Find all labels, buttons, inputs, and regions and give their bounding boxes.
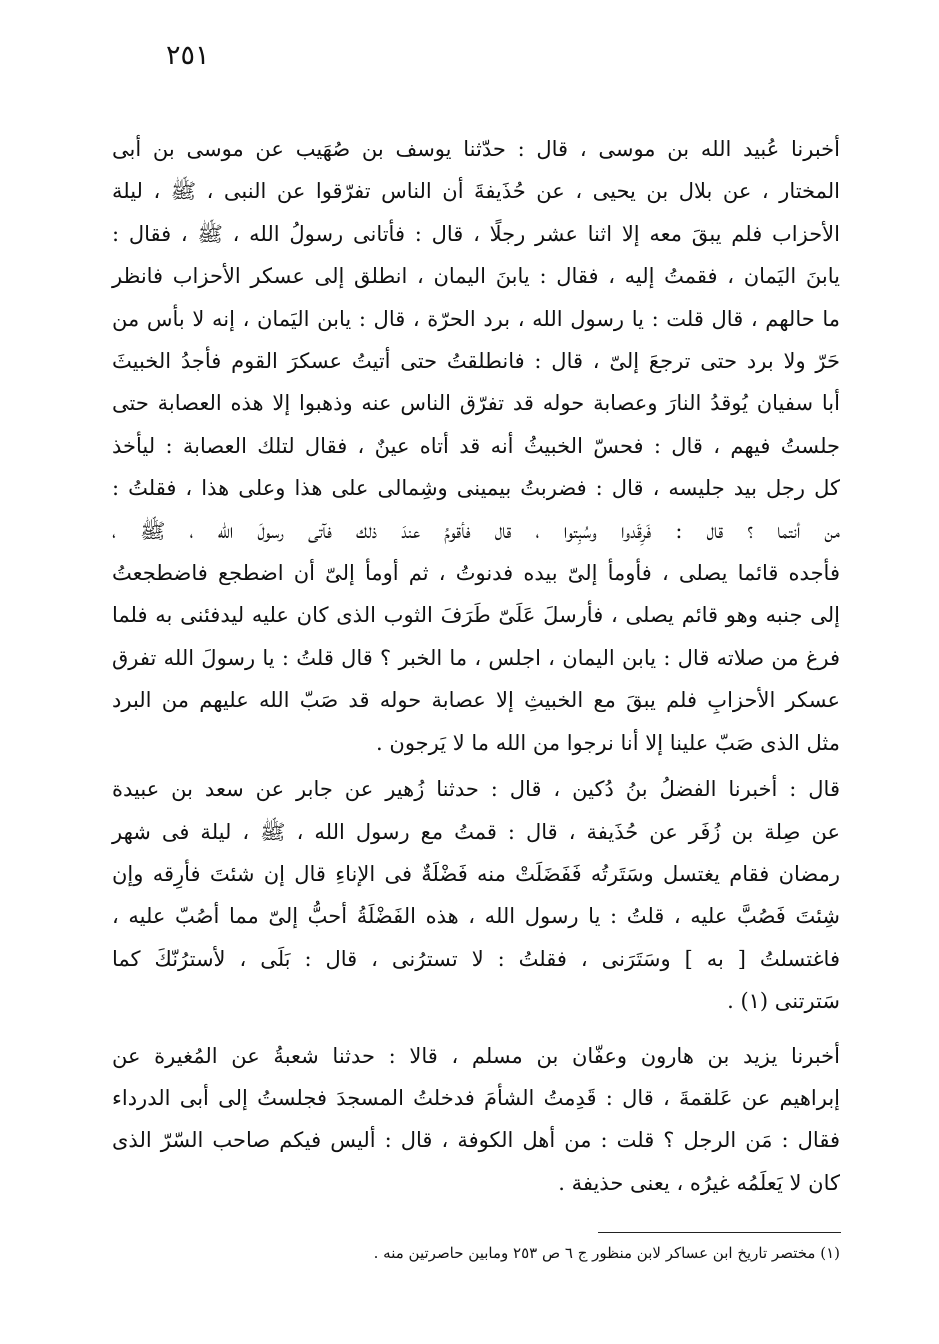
text-line: مثل الذى صَبّ علينا إلا أنا نرجوا من الله ما لا يَرجون .: [376, 730, 840, 755]
paragraph-1: [112, 128, 840, 764]
text-line: المختار ، عن بلال بن يحيى ، عن حُذَيفةَ أن الناس تفرّقوا عن النبى ، ﷺ ، ليلة: [112, 179, 840, 204]
text-line: عسكر الأحزابِ فلم يبقَ مع الخبيثِ إلا عصابة حوله قد صَبّ الله عليهم من البرد: [112, 688, 840, 713]
text-line: يابنَ اليَمان ، فقمتُ إليه ، فقال : يابنَ اليمان ، انطلق إلى عسكر الأحزاب فانظر: [112, 264, 840, 289]
text-line: فأجده قائما يصلى ، فأومأ إلىّ بيده فدنوتُ ، ثم أومأ إلىّ أن اضطجع فاضطجعتُ: [112, 561, 840, 586]
page-number: ٢٥١: [166, 40, 210, 71]
text-line: شِئتَ فَصُبَّ عليه ، قلتُ : يا رسول الله ، هذه الفَضْلَةُ أحبُّ إلىّ مما أصُبّ عليه ،: [112, 904, 840, 929]
text-line: حَرّ ولا برد حتى ترجعَ إلىّ ، قال : فانطلقتُ حتى أتيتُ عسكرَ القوم فأجدُ الخبيثَ: [112, 349, 840, 374]
footnote-divider: [598, 1232, 841, 1233]
text-line: كل رجل بيد جليسه ، قال : فضربتُ بيمينى وشِمالى على هذا وعلى هذا ، فقلتُ :: [112, 476, 840, 501]
text-line: قال : أخبرنا الفضلُ بنُ دُكين ، قال : حدثنا زُهير عن جابر عن سعد بن عبيدة: [112, 777, 840, 802]
text-line: ما حالهم ، قال قلت : يا رسول الله ، برد الحرّة ، قال : يابن اليَمان ، إنه لا بأس من: [112, 306, 840, 331]
text-line: جلستُ فيهم ، قال : فحسّ الخبيثُ أنه قد أتاه عينٌ ، فقال لتلك العصابة : ليأخذ: [112, 433, 840, 458]
body-text: [112, 128, 840, 1204]
text-line: كان لا يَعلَمُه غيرُه ، يعنى حذيفة .: [558, 1170, 840, 1195]
text-line: فاغتسلتُ [ به ] وسَتَرَنى ، فقلتُ : لا تسترُنى ، قال : بَلَى ، لأسترُنّكَ كما: [112, 946, 840, 971]
paragraph-3: [112, 1035, 840, 1205]
text-line: من أنتما ؟ قال : فَرِقَدوا وسُبِتوا ، قال فأقومُ عندَ ذلك فآتى رسولَ الله ، ﷺ ،: [112, 518, 840, 543]
text-line: الأحزاب فلم يبقَ معه إلا اثنا عشر رجلًا ، قال : فأتانى رسولُ الله ، ﷺ ، فقال :: [112, 221, 840, 246]
text-line: رمضان فقام يغتسل وسَتَرتُه فَفَضَلَتْ منه فَضْلَةٌ فى الإناءِ قال إن شئتَ فأرِقه وإن: [112, 861, 840, 886]
text-line: أخبرنا يزيد بن هارون وعفّان بن مسلم ، قالا : حدثنا شعبةُ عن المُغيرة عن: [112, 1043, 840, 1068]
text-line: سَترتنى (١) .: [727, 989, 840, 1014]
text-line: عن صِلة بن زُفَر عن حُذَيفة ، قال : قمتُ مع رسول الله ، ﷺ ، ليلة فى شهر: [112, 819, 840, 844]
text-line: إلى جنبه وهو قائم يصلى ، فأرسلَ عَلَىّ طَرَفَ الثوب الذى كان عليه ليدفئنى به فلما: [112, 603, 840, 628]
text-line: فقال : مَن الرجل ؟ قلت : من أهل الكوفة ، قال : أليس فيكم صاحب السّرّ الذى: [112, 1128, 840, 1153]
footnote: (١) مختصر تاريخ ابن عساكر لابن منظور ج ٦ ص ٢٥٣ ومابين حاصرتين منه .: [373, 1244, 840, 1262]
text-line: إبراهيم عن عَلقمةَ ، قال : قَدِمتُ الشأمَ فدخلتُ المسجدَ فجلستُ إلى أبى الدرداء: [112, 1085, 840, 1110]
text-line: فرغ من صلاته قال : يابن اليمان ، اجلس ، ما الخبر ؟ قال قلتُ : يا رسولَ الله تفرق: [112, 645, 840, 670]
text-line: أخبرنا عُبيد الله بن موسى ، قال : حدّثنا يوسف بن صُهَيب عن موسى بن أبى: [112, 137, 840, 161]
paragraph-2: [112, 768, 840, 1022]
text-line: أبا سفيان يُوقدُ النارَ وعصابة حوله قد تفرّق الناس عنه وذهبوا إلا هذه العصابة حتى: [112, 391, 840, 416]
